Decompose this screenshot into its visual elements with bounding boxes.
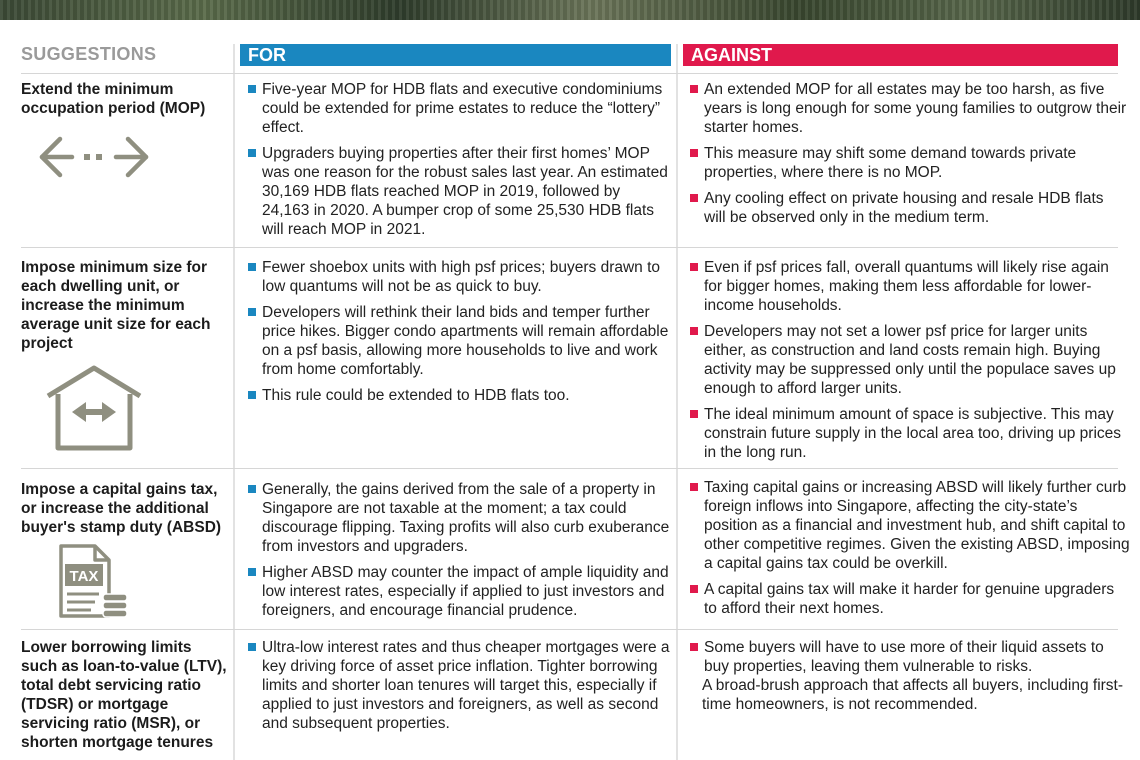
list-item: Some buyers will have to use more of their liquid assets to buy properties, leaving them vulnerable to risks. bbox=[690, 638, 1128, 676]
against-column-row-4 bbox=[690, 638, 1128, 714]
against-header: AGAINST bbox=[683, 44, 1118, 66]
list-item: Taxing capital gains or increasing ABSD will likely further curb foreign inflows into Singapore, affecting the city-state’s position as a financial and investment hub, and shift capital to other competitive regimes. Given the existing ABSD, imposing a capital gains tax could be overkill. bbox=[690, 478, 1130, 573]
suggestion-extend-mop: Extend the minimum occupation period (MOP) bbox=[21, 81, 206, 117]
against-column-row-2 bbox=[690, 258, 1128, 469]
list-item: This rule could be extended to HDB flats too. bbox=[248, 386, 670, 405]
list-item: A capital gains tax will make it harder for genuine upgraders to afford their next homes. bbox=[690, 580, 1130, 618]
column-divider bbox=[233, 44, 235, 760]
house-size-icon bbox=[44, 364, 144, 459]
list-item: Any cooling effect on private housing and resale HDB flats will be observed only in the medium term. bbox=[690, 189, 1128, 227]
list-item: The ideal minimum amount of space is subjective. This may constrain future supply in the local area too, driving up prices in the long run. bbox=[690, 405, 1128, 462]
against-column-row-1 bbox=[690, 80, 1128, 234]
double-arrow-icon bbox=[38, 133, 150, 186]
list-item: Even if psf prices fall, overall quantums will likely rise again for bigger homes, making them less affordable for lower-income households. bbox=[690, 258, 1128, 315]
list-item: Higher ABSD may counter the impact of ample liquidity and low interest rates, especially if applied to just investors and foreigners, and encourage financial prudence. bbox=[248, 563, 670, 620]
list-item: Upgraders buying properties after their first homes’ MOP was one reason for the robust sales last year. An estimated 30,169 HDB flats reached MOP in 2019, followed by 24,163 in 2020. A bumper crop of some 25,530 HDB flats will reach MOP in 2021. bbox=[248, 144, 670, 239]
for-column-row-3 bbox=[248, 480, 670, 627]
row-divider bbox=[21, 247, 1118, 248]
suggestion-capital-gains-tax: Impose a capital gains tax, or increase the additional buyer's stamp duty (ABSD) bbox=[21, 481, 222, 536]
list-item: Five-year MOP for HDB flats and executive condominiums could be extended for prime estates to reduce the “lottery” effect. bbox=[248, 80, 670, 137]
suggestion-borrowing-limits: Lower borrowing limits such as loan-to-value (LTV), total debt servicing ratio (TDSR) or mortgage servicing ratio (MSR), or shorten mortgage tenures bbox=[21, 639, 227, 751]
for-column-row-4 bbox=[248, 638, 670, 740]
list-item: Fewer shoebox units with high psf prices; buyers drawn to low quantums will not be as quick to buy. bbox=[248, 258, 670, 296]
suggestion-minimum-size: Impose minimum size for each dwelling unit, or increase the minimum average unit size for each project bbox=[21, 259, 211, 352]
for-column-row-1 bbox=[248, 80, 670, 246]
suggestions-header: SUGGESTIONS bbox=[21, 44, 157, 64]
list-item: This measure may shift some demand towards private properties, where there is no MOP. bbox=[690, 144, 1128, 182]
list-item: Ultra-low interest rates and thus cheaper mortgages were a key driving force of asset price inflation. Tighter borrowing limits and shorter loan tenures will target this, especially if applied to just investors and foreigners, as well as second and subsequent properties. bbox=[248, 638, 670, 733]
header-photo-banner bbox=[0, 0, 1140, 20]
against-note: A broad-brush approach that affects all buyers, including first-time homeowners, is not recommended. bbox=[702, 677, 1124, 713]
tax-icon-label: TAX bbox=[69, 568, 99, 585]
list-item: Generally, the gains derived from the sale of a property in Singapore are not taxable at the moment; a tax could discourage flipping. Taxing profits will also curb exuberance from investors and upgraders. bbox=[248, 480, 670, 556]
list-item: Developers may not set a lower psf price for larger units either, as construction and land costs remain high. Buying activity may be suppressed only until the populace saves up enough to afford larger units. bbox=[690, 322, 1128, 398]
against-column-row-3 bbox=[690, 478, 1130, 625]
column-divider bbox=[676, 44, 678, 760]
tax-document-icon bbox=[55, 542, 131, 627]
for-header: FOR bbox=[240, 44, 671, 66]
list-item: Developers will rethink their land bids and temper further price hikes. Bigger condo apartments will remain affordable on a psf basis, allowing more households to live and work from home comfortably. bbox=[248, 303, 670, 379]
row-divider bbox=[21, 73, 1118, 74]
for-column-row-2 bbox=[248, 258, 670, 412]
list-item: An extended MOP for all estates may be too harsh, as five years is long enough for some young families to outgrow their starter homes. bbox=[690, 80, 1128, 137]
row-divider bbox=[21, 629, 1118, 630]
